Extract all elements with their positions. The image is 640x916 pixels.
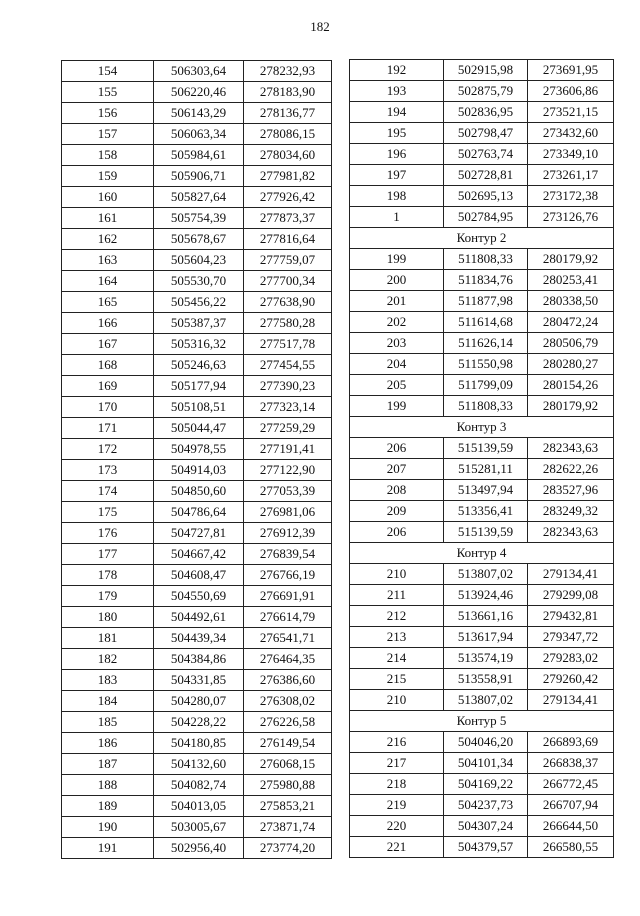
point-number-cell: 188 — [62, 775, 154, 796]
x-coordinate-cell: 502728,81 — [444, 165, 528, 186]
x-coordinate-cell: 502836,95 — [444, 102, 528, 123]
table-row — [62, 313, 332, 334]
point-number-cell: 168 — [62, 355, 154, 376]
contour-header-row — [350, 543, 614, 564]
x-coordinate-cell: 502915,98 — [444, 60, 528, 81]
table-row — [62, 61, 332, 82]
x-coordinate-cell: 506063,34 — [154, 124, 244, 145]
point-number-cell: 201 — [350, 291, 444, 312]
x-coordinate-cell: 511626,14 — [444, 333, 528, 354]
y-coordinate-cell: 276149,54 — [244, 733, 332, 754]
y-coordinate-cell: 277191,41 — [244, 439, 332, 460]
x-coordinate-cell: 515139,59 — [444, 438, 528, 459]
left-coordinates-table — [61, 60, 332, 859]
table-row — [350, 606, 614, 627]
x-coordinate-cell: 513924,46 — [444, 585, 528, 606]
point-number-cell: 178 — [62, 565, 154, 586]
table-row — [350, 186, 614, 207]
y-coordinate-cell: 277122,90 — [244, 460, 332, 481]
y-coordinate-cell: 277816,64 — [244, 229, 332, 250]
point-number-cell: 205 — [350, 375, 444, 396]
point-number-cell: 182 — [62, 649, 154, 670]
x-coordinate-cell: 505604,23 — [154, 250, 244, 271]
contour-label: Контур 4 — [350, 543, 614, 564]
contour-label: Контур 2 — [350, 228, 614, 249]
table-row — [350, 816, 614, 837]
x-coordinate-cell: 515281,11 — [444, 459, 528, 480]
contour-label: Контур 5 — [350, 711, 614, 732]
y-coordinate-cell: 283249,32 — [528, 501, 614, 522]
y-coordinate-cell: 277873,37 — [244, 208, 332, 229]
x-coordinate-cell: 504384,86 — [154, 649, 244, 670]
point-number-cell: 175 — [62, 502, 154, 523]
point-number-cell: 186 — [62, 733, 154, 754]
contour-header-row — [350, 711, 614, 732]
table-row — [62, 817, 332, 838]
y-coordinate-cell: 279299,08 — [528, 585, 614, 606]
point-number-cell: 158 — [62, 145, 154, 166]
table-row — [350, 501, 614, 522]
y-coordinate-cell: 280179,92 — [528, 249, 614, 270]
y-coordinate-cell: 278183,90 — [244, 82, 332, 103]
y-coordinate-cell: 273172,38 — [528, 186, 614, 207]
x-coordinate-cell: 504439,34 — [154, 628, 244, 649]
x-coordinate-cell: 511808,33 — [444, 249, 528, 270]
table-row — [350, 375, 614, 396]
y-coordinate-cell: 277454,55 — [244, 355, 332, 376]
table-row — [62, 418, 332, 439]
x-coordinate-cell: 505754,39 — [154, 208, 244, 229]
x-coordinate-cell: 513807,02 — [444, 690, 528, 711]
table-row — [62, 649, 332, 670]
point-number-cell: 159 — [62, 166, 154, 187]
table-row — [62, 754, 332, 775]
point-number-cell: 190 — [62, 817, 154, 838]
table-row — [62, 481, 332, 502]
y-coordinate-cell: 273349,10 — [528, 144, 614, 165]
table-row — [62, 187, 332, 208]
table-row — [350, 837, 614, 858]
table-row — [62, 376, 332, 397]
x-coordinate-cell: 504082,74 — [154, 775, 244, 796]
page-number: 182 — [310, 19, 330, 34]
x-coordinate-cell: 505456,22 — [154, 292, 244, 313]
table-row — [62, 145, 332, 166]
point-number-cell: 207 — [350, 459, 444, 480]
table-row — [62, 250, 332, 271]
y-coordinate-cell: 266838,37 — [528, 753, 614, 774]
x-coordinate-cell: 513807,02 — [444, 564, 528, 585]
table-row — [350, 774, 614, 795]
point-number-cell: 198 — [350, 186, 444, 207]
table-row — [62, 292, 332, 313]
table-row — [350, 312, 614, 333]
y-coordinate-cell: 277981,82 — [244, 166, 332, 187]
table-row — [350, 627, 614, 648]
x-coordinate-cell: 511808,33 — [444, 396, 528, 417]
point-number-cell: 216 — [350, 732, 444, 753]
point-number-cell: 214 — [350, 648, 444, 669]
y-coordinate-cell: 280280,27 — [528, 354, 614, 375]
x-coordinate-cell: 504786,64 — [154, 502, 244, 523]
x-coordinate-cell: 505530,70 — [154, 271, 244, 292]
point-number-cell: 161 — [62, 208, 154, 229]
point-number-cell: 215 — [350, 669, 444, 690]
point-number-cell: 155 — [62, 82, 154, 103]
point-number-cell: 219 — [350, 795, 444, 816]
y-coordinate-cell: 277323,14 — [244, 397, 332, 418]
x-coordinate-cell: 504727,81 — [154, 523, 244, 544]
point-number-cell: 163 — [62, 250, 154, 271]
point-number-cell: 154 — [62, 61, 154, 82]
point-number-cell: 206 — [350, 438, 444, 459]
table-row — [350, 396, 614, 417]
x-coordinate-cell: 515139,59 — [444, 522, 528, 543]
y-coordinate-cell: 276839,54 — [244, 544, 332, 565]
table-row — [350, 522, 614, 543]
y-coordinate-cell: 276464,35 — [244, 649, 332, 670]
y-coordinate-cell: 280154,26 — [528, 375, 614, 396]
table-row — [62, 796, 332, 817]
x-coordinate-cell: 504379,57 — [444, 837, 528, 858]
table-row — [62, 607, 332, 628]
point-number-cell: 192 — [350, 60, 444, 81]
y-coordinate-cell: 282622,26 — [528, 459, 614, 480]
x-coordinate-cell: 502763,74 — [444, 144, 528, 165]
y-coordinate-cell: 277390,23 — [244, 376, 332, 397]
y-coordinate-cell: 266644,50 — [528, 816, 614, 837]
x-coordinate-cell: 513356,41 — [444, 501, 528, 522]
y-coordinate-cell: 279134,41 — [528, 690, 614, 711]
y-coordinate-cell: 277259,29 — [244, 418, 332, 439]
y-coordinate-cell: 275853,21 — [244, 796, 332, 817]
y-coordinate-cell: 273521,15 — [528, 102, 614, 123]
x-coordinate-cell: 504280,07 — [154, 691, 244, 712]
x-coordinate-cell: 502798,47 — [444, 123, 528, 144]
table-row — [350, 249, 614, 270]
table-row — [62, 544, 332, 565]
x-coordinate-cell: 504608,47 — [154, 565, 244, 586]
point-number-cell: 200 — [350, 270, 444, 291]
table-row — [350, 165, 614, 186]
table-row — [350, 102, 614, 123]
y-coordinate-cell: 276068,15 — [244, 754, 332, 775]
point-number-cell: 220 — [350, 816, 444, 837]
table-row — [62, 124, 332, 145]
point-number-cell: 165 — [62, 292, 154, 313]
x-coordinate-cell: 513558,91 — [444, 669, 528, 690]
x-coordinate-cell: 506303,64 — [154, 61, 244, 82]
x-coordinate-cell: 511614,68 — [444, 312, 528, 333]
table-row — [350, 81, 614, 102]
y-coordinate-cell: 276614,79 — [244, 607, 332, 628]
point-number-cell: 179 — [62, 586, 154, 607]
table-row — [350, 333, 614, 354]
table-row — [62, 502, 332, 523]
y-coordinate-cell: 273261,17 — [528, 165, 614, 186]
point-number-cell: 217 — [350, 753, 444, 774]
x-coordinate-cell: 504914,03 — [154, 460, 244, 481]
y-coordinate-cell: 282343,63 — [528, 438, 614, 459]
y-coordinate-cell: 280472,24 — [528, 312, 614, 333]
y-coordinate-cell: 276308,02 — [244, 691, 332, 712]
point-number-cell: 191 — [62, 838, 154, 859]
y-coordinate-cell: 277638,90 — [244, 292, 332, 313]
table-row — [62, 628, 332, 649]
table-row — [62, 775, 332, 796]
y-coordinate-cell: 277517,78 — [244, 334, 332, 355]
x-coordinate-cell: 505108,51 — [154, 397, 244, 418]
table-row — [350, 60, 614, 81]
y-coordinate-cell: 278232,93 — [244, 61, 332, 82]
point-number-cell: 171 — [62, 418, 154, 439]
point-number-cell: 172 — [62, 439, 154, 460]
table-row — [350, 753, 614, 774]
x-coordinate-cell: 506220,46 — [154, 82, 244, 103]
x-coordinate-cell: 505984,61 — [154, 145, 244, 166]
y-coordinate-cell: 279283,02 — [528, 648, 614, 669]
table-row — [350, 459, 614, 480]
y-coordinate-cell: 273774,20 — [244, 838, 332, 859]
point-number-cell: 189 — [62, 796, 154, 817]
x-coordinate-cell: 511550,98 — [444, 354, 528, 375]
table-row — [350, 354, 614, 375]
y-coordinate-cell: 280253,41 — [528, 270, 614, 291]
x-coordinate-cell: 505246,63 — [154, 355, 244, 376]
x-coordinate-cell: 504492,61 — [154, 607, 244, 628]
x-coordinate-cell: 504169,22 — [444, 774, 528, 795]
table-row — [62, 82, 332, 103]
y-coordinate-cell: 273432,60 — [528, 123, 614, 144]
x-coordinate-cell: 505177,94 — [154, 376, 244, 397]
y-coordinate-cell: 279347,72 — [528, 627, 614, 648]
point-number-cell: 212 — [350, 606, 444, 627]
y-coordinate-cell: 276981,06 — [244, 502, 332, 523]
point-number-cell: 206 — [350, 522, 444, 543]
y-coordinate-cell: 278136,77 — [244, 103, 332, 124]
point-number-cell: 195 — [350, 123, 444, 144]
point-number-cell: 185 — [62, 712, 154, 733]
table-row — [62, 838, 332, 859]
table-row — [62, 670, 332, 691]
table-row — [350, 732, 614, 753]
x-coordinate-cell: 502956,40 — [154, 838, 244, 859]
point-number-cell: 210 — [350, 564, 444, 585]
table-row — [62, 733, 332, 754]
point-number-cell: 170 — [62, 397, 154, 418]
x-coordinate-cell: 506143,29 — [154, 103, 244, 124]
point-number-cell: 210 — [350, 690, 444, 711]
x-coordinate-cell: 511834,76 — [444, 270, 528, 291]
point-number-cell: 181 — [62, 628, 154, 649]
table-row — [62, 691, 332, 712]
x-coordinate-cell: 505044,47 — [154, 418, 244, 439]
y-coordinate-cell: 280338,50 — [528, 291, 614, 312]
x-coordinate-cell: 513617,94 — [444, 627, 528, 648]
y-coordinate-cell: 266893,69 — [528, 732, 614, 753]
table-row — [62, 586, 332, 607]
y-coordinate-cell: 275980,88 — [244, 775, 332, 796]
x-coordinate-cell: 502695,13 — [444, 186, 528, 207]
point-number-cell: 221 — [350, 837, 444, 858]
point-number-cell: 157 — [62, 124, 154, 145]
x-coordinate-cell: 504132,60 — [154, 754, 244, 775]
table-row — [62, 334, 332, 355]
point-number-cell: 197 — [350, 165, 444, 186]
table-row — [350, 270, 614, 291]
y-coordinate-cell: 273606,86 — [528, 81, 614, 102]
point-number-cell: 211 — [350, 585, 444, 606]
y-coordinate-cell: 276691,91 — [244, 586, 332, 607]
y-coordinate-cell: 266707,94 — [528, 795, 614, 816]
point-number-cell: 1 — [350, 207, 444, 228]
table-row — [62, 397, 332, 418]
y-coordinate-cell: 276226,58 — [244, 712, 332, 733]
x-coordinate-cell: 502875,79 — [444, 81, 528, 102]
table-row — [62, 565, 332, 586]
table-row — [350, 795, 614, 816]
y-coordinate-cell: 279432,81 — [528, 606, 614, 627]
table-row — [62, 103, 332, 124]
table-row — [350, 291, 614, 312]
contour-label: Контур 3 — [350, 417, 614, 438]
y-coordinate-cell: 266580,55 — [528, 837, 614, 858]
x-coordinate-cell: 504013,05 — [154, 796, 244, 817]
y-coordinate-cell: 276766,19 — [244, 565, 332, 586]
table-row — [62, 523, 332, 544]
x-coordinate-cell: 504667,42 — [154, 544, 244, 565]
x-coordinate-cell: 504331,85 — [154, 670, 244, 691]
point-number-cell: 203 — [350, 333, 444, 354]
y-coordinate-cell: 277053,39 — [244, 481, 332, 502]
table-row — [350, 564, 614, 585]
x-coordinate-cell: 505678,67 — [154, 229, 244, 250]
y-coordinate-cell: 277926,42 — [244, 187, 332, 208]
point-number-cell: 177 — [62, 544, 154, 565]
y-coordinate-cell: 266772,45 — [528, 774, 614, 795]
y-coordinate-cell: 276541,71 — [244, 628, 332, 649]
point-number-cell: 164 — [62, 271, 154, 292]
point-number-cell: 160 — [62, 187, 154, 208]
x-coordinate-cell: 513661,16 — [444, 606, 528, 627]
table-row — [350, 438, 614, 459]
point-number-cell: 176 — [62, 523, 154, 544]
point-number-cell: 184 — [62, 691, 154, 712]
y-coordinate-cell: 279260,42 — [528, 669, 614, 690]
y-coordinate-cell: 273871,74 — [244, 817, 332, 838]
point-number-cell: 156 — [62, 103, 154, 124]
y-coordinate-cell: 283527,96 — [528, 480, 614, 501]
y-coordinate-cell: 278086,15 — [244, 124, 332, 145]
x-coordinate-cell: 504307,24 — [444, 816, 528, 837]
table-row — [350, 144, 614, 165]
table-row — [350, 585, 614, 606]
contour-header-row — [350, 417, 614, 438]
x-coordinate-cell: 503005,67 — [154, 817, 244, 838]
x-coordinate-cell: 511799,09 — [444, 375, 528, 396]
table-row — [350, 669, 614, 690]
point-number-cell: 199 — [350, 396, 444, 417]
x-coordinate-cell: 504180,85 — [154, 733, 244, 754]
point-number-cell: 204 — [350, 354, 444, 375]
table-row — [350, 648, 614, 669]
y-coordinate-cell: 276386,60 — [244, 670, 332, 691]
x-coordinate-cell: 504978,55 — [154, 439, 244, 460]
point-number-cell: 183 — [62, 670, 154, 691]
y-coordinate-cell: 278034,60 — [244, 145, 332, 166]
point-number-cell: 209 — [350, 501, 444, 522]
x-coordinate-cell: 513497,94 — [444, 480, 528, 501]
x-coordinate-cell: 504237,73 — [444, 795, 528, 816]
y-coordinate-cell: 277580,28 — [244, 313, 332, 334]
table-row — [350, 690, 614, 711]
x-coordinate-cell: 511877,98 — [444, 291, 528, 312]
y-coordinate-cell: 273691,95 — [528, 60, 614, 81]
table-row — [62, 460, 332, 481]
y-coordinate-cell: 276912,39 — [244, 523, 332, 544]
x-coordinate-cell: 504550,69 — [154, 586, 244, 607]
x-coordinate-cell: 505827,64 — [154, 187, 244, 208]
point-number-cell: 173 — [62, 460, 154, 481]
point-number-cell: 166 — [62, 313, 154, 334]
point-number-cell: 196 — [350, 144, 444, 165]
y-coordinate-cell: 282343,63 — [528, 522, 614, 543]
y-coordinate-cell: 279134,41 — [528, 564, 614, 585]
point-number-cell: 202 — [350, 312, 444, 333]
x-coordinate-cell: 502784,95 — [444, 207, 528, 228]
table-row — [350, 480, 614, 501]
y-coordinate-cell: 280179,92 — [528, 396, 614, 417]
table-row — [350, 123, 614, 144]
table-row — [62, 355, 332, 376]
x-coordinate-cell: 504046,20 — [444, 732, 528, 753]
y-coordinate-cell: 273126,76 — [528, 207, 614, 228]
point-number-cell: 174 — [62, 481, 154, 502]
x-coordinate-cell: 504850,60 — [154, 481, 244, 502]
point-number-cell: 187 — [62, 754, 154, 775]
x-coordinate-cell: 505387,37 — [154, 313, 244, 334]
point-number-cell: 218 — [350, 774, 444, 795]
table-row — [62, 439, 332, 460]
point-number-cell: 193 — [350, 81, 444, 102]
y-coordinate-cell: 277700,34 — [244, 271, 332, 292]
point-number-cell: 199 — [350, 249, 444, 270]
point-number-cell: 213 — [350, 627, 444, 648]
y-coordinate-cell: 280506,79 — [528, 333, 614, 354]
point-number-cell: 194 — [350, 102, 444, 123]
x-coordinate-cell: 505316,32 — [154, 334, 244, 355]
table-row — [62, 229, 332, 250]
x-coordinate-cell: 504228,22 — [154, 712, 244, 733]
point-number-cell: 180 — [62, 607, 154, 628]
contour-header-row — [350, 228, 614, 249]
table-row — [350, 207, 614, 228]
point-number-cell: 162 — [62, 229, 154, 250]
x-coordinate-cell: 505906,71 — [154, 166, 244, 187]
table-row — [62, 166, 332, 187]
table-row — [62, 208, 332, 229]
point-number-cell: 169 — [62, 376, 154, 397]
y-coordinate-cell: 277759,07 — [244, 250, 332, 271]
x-coordinate-cell: 504101,34 — [444, 753, 528, 774]
x-coordinate-cell: 513574,19 — [444, 648, 528, 669]
table-row — [62, 271, 332, 292]
right-coordinates-table — [349, 59, 614, 858]
table-row — [62, 712, 332, 733]
point-number-cell: 167 — [62, 334, 154, 355]
point-number-cell: 208 — [350, 480, 444, 501]
